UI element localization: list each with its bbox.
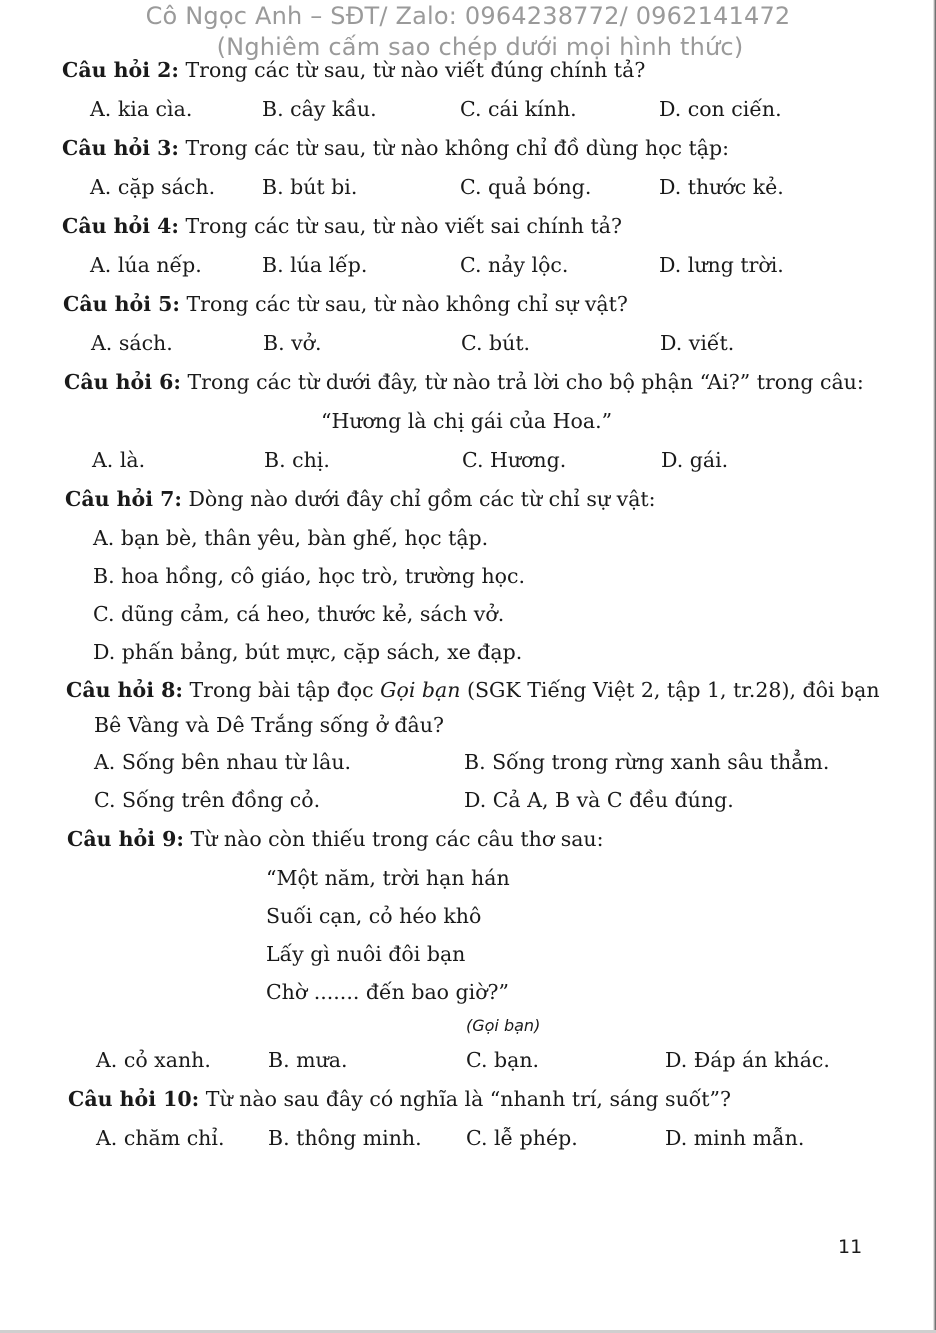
q5-option-b: B. vở. — [263, 331, 322, 355]
question-7 — [65, 487, 656, 511]
question-text: Trong các từ sau, từ nào không chỉ đồ dùng học tập: — [178, 136, 729, 160]
q2-option-c: C. cái kính. — [460, 97, 577, 121]
q9-option-b: B. mưa. — [268, 1048, 348, 1072]
q3-option-d: D. thước kẻ. — [659, 175, 784, 199]
poem-line-4: Chờ ....... đến bao giờ?” — [266, 980, 510, 1004]
q9-option-d: D. Đáp án khác. — [665, 1048, 830, 1072]
reading-title: Gọi bạn — [380, 678, 461, 702]
q2-option-b: B. cây kầu. — [262, 97, 377, 121]
question-text: Từ nào sau đây có nghĩa là “nhanh trí, sáng suốt”? — [199, 1087, 732, 1111]
q10-option-a: A. chăm chỉ. — [96, 1126, 225, 1150]
q7-option-c: C. dũng cảm, cá heo, thước kẻ, sách vở. — [93, 602, 505, 626]
question-label: Câu hỏi 9: — [67, 827, 184, 851]
q3-option-c: C. quả bóng. — [460, 175, 592, 199]
q4-option-a: A. lúa nếp. — [90, 253, 202, 277]
q8-option-a: A. Sống bên nhau từ lâu. — [94, 750, 352, 774]
q5-option-a: A. sách. — [91, 331, 173, 355]
q10-option-b: B. thông minh. — [268, 1126, 422, 1150]
question-2 — [62, 58, 645, 82]
q6-option-c: C. Hương. — [462, 448, 567, 472]
question-text: Từ nào còn thiếu trong các câu thơ sau: — [183, 827, 604, 851]
q7-option-d: D. phấn bảng, bút mực, cặp sách, xe đạp. — [93, 640, 523, 664]
q10-option-d: D. minh mẫn. — [665, 1126, 805, 1150]
question-text: Trong các từ sau, từ nào viết sai chính tả? — [178, 214, 622, 238]
q9-option-a: A. cỏ xanh. — [96, 1048, 211, 1072]
q6-option-d: D. gái. — [661, 448, 729, 472]
q2-option-a: A. kia cìa. — [90, 97, 193, 121]
question-label: Câu hỏi 8: — [66, 678, 183, 702]
question-3 — [62, 136, 729, 160]
q4-option-b: B. lúa lếp. — [262, 253, 368, 277]
page-number: 11 — [838, 1236, 863, 1258]
poem-line-2: Suối cạn, cỏ héo khô — [266, 904, 482, 928]
question-label: Câu hỏi 6: — [64, 370, 181, 394]
question-text: Trong các từ sau, từ nào không chỉ sự vật? — [179, 292, 628, 316]
question-5 — [63, 292, 628, 316]
q4-option-c: C. nảy lộc. — [460, 253, 569, 277]
q2-option-d: D. con ciến. — [659, 97, 782, 121]
q7-option-a: A. bạn bè, thân yêu, bàn ghế, học tập. — [93, 526, 489, 550]
question-label: Câu hỏi 7: — [65, 487, 182, 511]
poem-source: (Gọi bạn) — [466, 1016, 541, 1035]
q6-option-b: B. chị. — [264, 448, 330, 472]
q6-quote: “Hương là chị gái của Hoa.” — [321, 409, 613, 433]
question-label: Câu hỏi 4: — [62, 214, 179, 238]
question-text-continued: (SGK Tiếng Việt 2, tập 1, tr.28), đôi bạn — [460, 678, 880, 702]
q7-option-b: B. hoa hồng, cô giáo, học trò, trường học. — [93, 564, 526, 588]
question-4 — [62, 214, 622, 238]
watermark-contact: Cô Ngọc Anh – SĐT/ Zalo: 0964238772/ 0962141472 — [145, 2, 791, 30]
question-8-line2: Bê Vàng và Dê Trắng sống ở đâu? — [94, 713, 444, 737]
q4-option-d: D. lưng trời. — [659, 253, 784, 277]
question-text: Trong các từ dưới đây, từ nào trả lời cho bộ phận “Ai?” trong câu: — [180, 370, 864, 394]
question-label: Câu hỏi 10: — [68, 1087, 200, 1111]
question-10 — [68, 1087, 731, 1111]
q3-option-a: A. cặp sách. — [90, 175, 216, 199]
q5-option-c: C. bút. — [461, 331, 531, 355]
question-8 — [66, 678, 880, 702]
question-9 — [67, 827, 604, 851]
q8-option-d: D. Cả A, B và C đều đúng. — [464, 788, 734, 812]
poem-line-1: “Một năm, trời hạn hán — [266, 866, 510, 890]
question-text: Trong bài tập đọc — [182, 678, 381, 702]
q8-option-b: B. Sống trong rừng xanh sâu thẳm. — [464, 750, 830, 774]
q6-option-a: A. là. — [92, 448, 146, 472]
question-text: Trong các từ sau, từ nào viết đúng chính tả? — [178, 58, 646, 82]
question-6 — [64, 370, 864, 394]
q9-option-c: C. bạn. — [466, 1048, 540, 1072]
poem-line-3: Lấy gì nuôi đôi bạn — [266, 942, 466, 966]
q3-option-b: B. bút bi. — [262, 175, 358, 199]
question-label: Câu hỏi 5: — [63, 292, 180, 316]
watermark-copyright: (Nghiêm cấm sao chép dưới mọi hình thức) — [216, 33, 744, 61]
question-label: Câu hỏi 2: — [62, 58, 179, 82]
question-text: Dòng nào dưới đây chỉ gồm các từ chỉ sự vật: — [181, 487, 656, 511]
q8-option-c: C. Sống trên đồng cỏ. — [94, 788, 321, 812]
q10-option-c: C. lễ phép. — [466, 1126, 578, 1150]
question-label: Câu hỏi 3: — [62, 136, 179, 160]
q5-option-d: D. viết. — [660, 331, 735, 355]
